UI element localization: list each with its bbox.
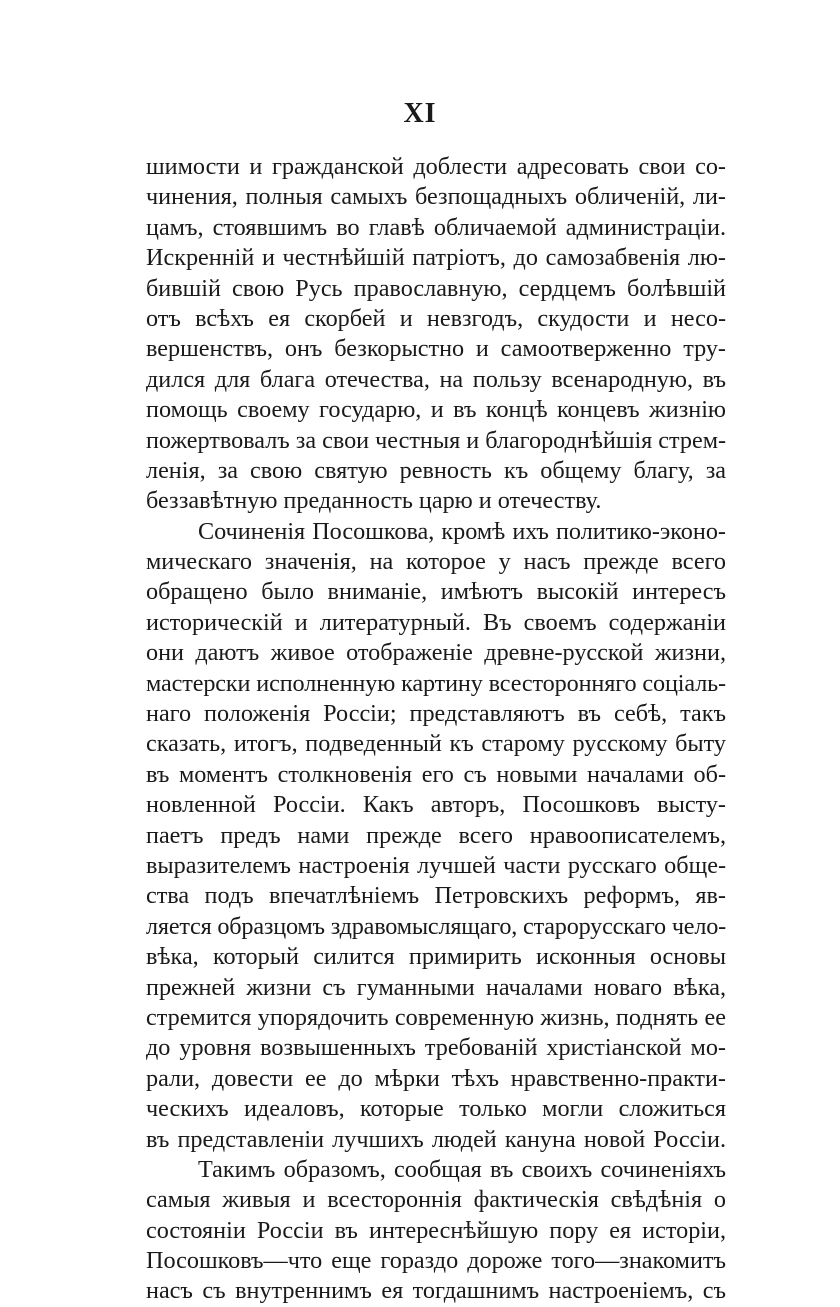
- paragraph-3: [146, 1155, 726, 1307]
- text-line: выразителемъ настроенія лучшей части русскаго обще-: [146, 851, 726, 879]
- text-line: Сочиненія Посошкова, кромѣ ихъ политико-эконо-: [198, 517, 726, 545]
- text-line: шимости и гражданской доблести адресовать свои со-: [146, 153, 726, 180]
- text-line: новленной Россіи. Какъ авторъ, Посошковъ высту-: [146, 791, 726, 819]
- text-line: Искренній и честнѣйшій патріотъ, до самозабвенія лю-: [146, 244, 726, 272]
- text-line: цамъ, стоявшимъ во главѣ обличаемой администраціи.: [146, 213, 726, 241]
- text-line: до уровня возвышенныхъ требованій христіанской мо-: [146, 1034, 726, 1062]
- text-line: мастерски исполненную картину всесторонняго соціаль-: [146, 669, 726, 697]
- text-line: состояніи Россіи въ интереснѣйшую пору ея исторіи,: [146, 1216, 726, 1244]
- text-line: вершенствъ, онъ безкорыстно и самоотверженно тру-: [146, 335, 726, 363]
- text-line: дился для блага отечества, на пользу всенародную, въ: [146, 365, 726, 393]
- text-line: ляется образцомъ здравомыслящаго, старорусскаго чело-: [146, 912, 726, 940]
- text-line: насъ съ внутреннимъ ея тогдашнимъ настроеніемъ, съ: [146, 1277, 726, 1305]
- text-line: Посошковъ—что еще гораздо дороже того—знакомитъ: [146, 1247, 726, 1275]
- text-line: стремится упорядочить современную жизнь, поднять ее: [146, 1003, 726, 1031]
- text-line: въ моментъ столкновенія его съ новыми началами об-: [146, 760, 726, 788]
- text-line: паетъ предъ нами прежде всего нравоописателемъ,: [146, 821, 726, 849]
- text-line: мическаго значенія, на которое у насъ прежде всего: [146, 548, 726, 576]
- text-line: пожертвовалъ за свои честныя и благороднѣйшія стрем-: [146, 426, 727, 454]
- text-line: прежней жизни съ гуманными началами новаго вѣка,: [146, 973, 726, 1001]
- text-line: отъ всѣхъ ея скорбей и невзгодъ, скудости и несо-: [146, 304, 726, 332]
- text-line: ства подъ впечатлѣніемъ Петровскихъ реформъ, яв-: [146, 882, 726, 910]
- text-line: Такимъ образомъ, сообщая въ своихъ сочиненіяхъ: [198, 1155, 726, 1183]
- text-line: самыя живыя и всестороннія фактическія свѣдѣнія о: [146, 1186, 726, 1214]
- text-line: сказать, итогъ, подведенный къ старому русскому быту: [146, 730, 726, 758]
- page-number: XI: [403, 98, 437, 129]
- text-line: беззавѣтную преданность царю и отечеству.: [146, 487, 602, 515]
- text-line: рали, довести ее до мѣрки тѣхъ нравственно-практи-: [146, 1064, 726, 1092]
- text-line: бившій свою Русь православную, сердцемъ болѣвшій: [146, 274, 726, 302]
- paragraph-1: [146, 152, 726, 517]
- text-line: историческій и литературный. Въ своемъ содержаніи: [146, 608, 726, 636]
- text-line: ческихъ идеаловъ, которые только могли сложиться: [146, 1095, 726, 1123]
- text-line: въ представленіи лучшихъ людей кануна новой Россіи.: [146, 1125, 726, 1153]
- text-line: обращено было вниманіе, имѣютъ высокій интересъ: [146, 578, 726, 606]
- body-text: [146, 152, 726, 1307]
- text-line: чинения, полныя самыхъ безпощадныхъ обличеній, ли-: [146, 183, 726, 211]
- text-line: они даютъ живое отображеніе древне-русской жизни,: [146, 639, 726, 667]
- paragraph-2: [146, 517, 726, 1155]
- text-line: ленія, за свою святую ревность къ общему благу, за: [146, 456, 726, 484]
- text-line: вѣка, который силится примирить исконныя основы: [146, 943, 726, 971]
- text-line: наго положенія Россіи; представляютъ въ себѣ, такъ: [146, 700, 726, 728]
- text-line: помощь своему государю, и въ концѣ концевъ жизнію: [146, 396, 726, 424]
